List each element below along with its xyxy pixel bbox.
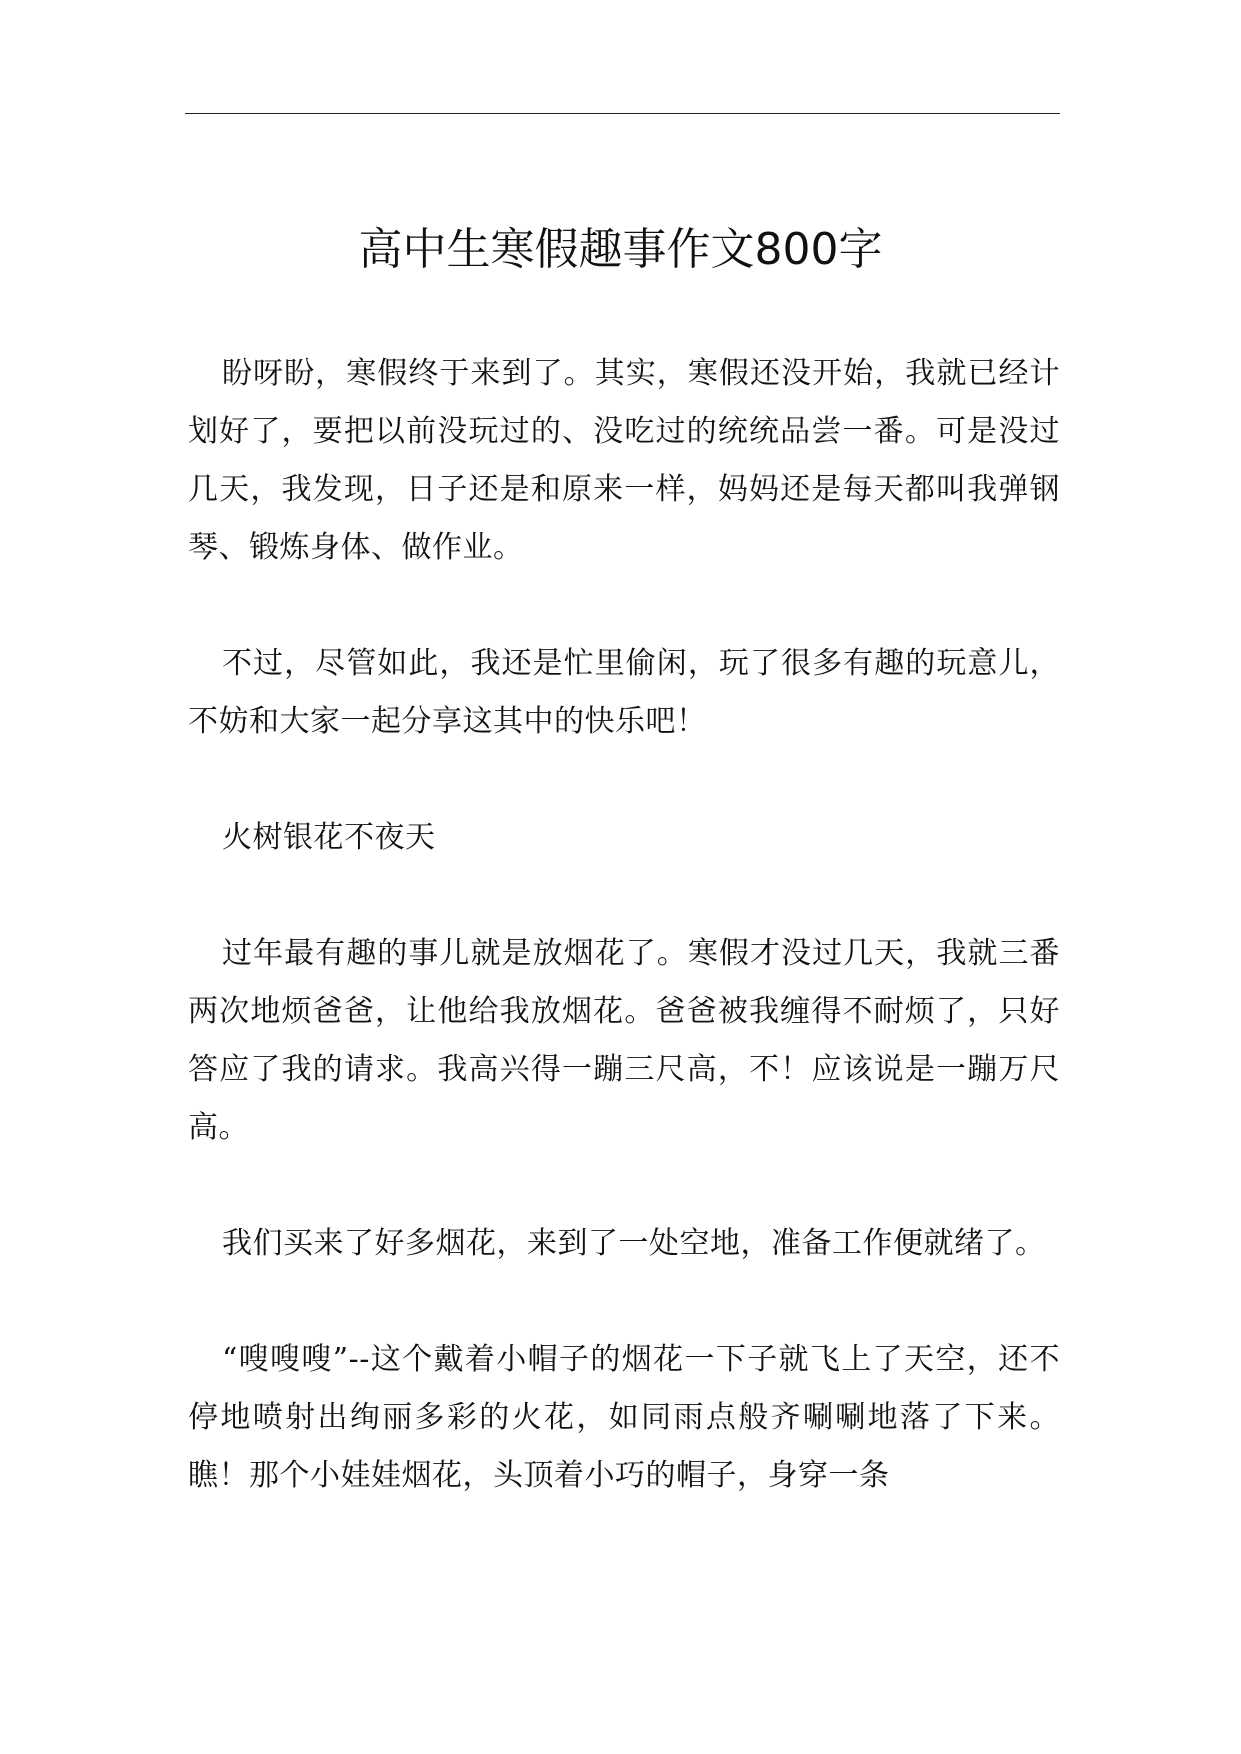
paragraph-launch: “嗖嗖嗖”--这个戴着小帽子的烟花一下子就飞上了天空，还不停地喷射出绚丽多彩的火花，如同雨点般齐唰唰地落了下来。瞧！那个小娃娃烟花，头顶着小巧的帽子，身穿一条 [188,1342,1060,1493]
header-rule [185,113,1060,114]
section-heading: 火树银花不夜天 [222,820,436,855]
paragraph-intro: 盼呀盼，寒假终于来到了。其实，寒假还没开始，我就已经计划好了，要把以前没玩过的、没吃过的统统品尝一番。可是没过几天，我发现，日子还是和原来一样，妈妈还是每天都叫我弹钢琴、锻炼身体、做作业。 [188,356,1060,565]
paragraph-share: 不过，尽管如此，我还是忙里偷闲，玩了很多有趣的玩意儿，不妨和大家一起分享这其中的快乐吧！ [188,646,1060,739]
document-body [188,345,1060,1563]
paragraph-preparation: 我们买来了好多烟花，来到了一处空地，准备工作便就绪了。 [222,1226,1046,1261]
document-title: 高中生寒假趣事作文800字 [358,224,883,275]
paragraph-fireworks: 过年最有趣的事儿就是放烟花了。寒假才没过几天，我就三番两次地烦爸爸，让他给我放烟花。爸爸被我缠得不耐烦了，只好答应了我的请求。我高兴得一蹦三尺高，不！应该说是一蹦万尺高。 [188,936,1060,1145]
